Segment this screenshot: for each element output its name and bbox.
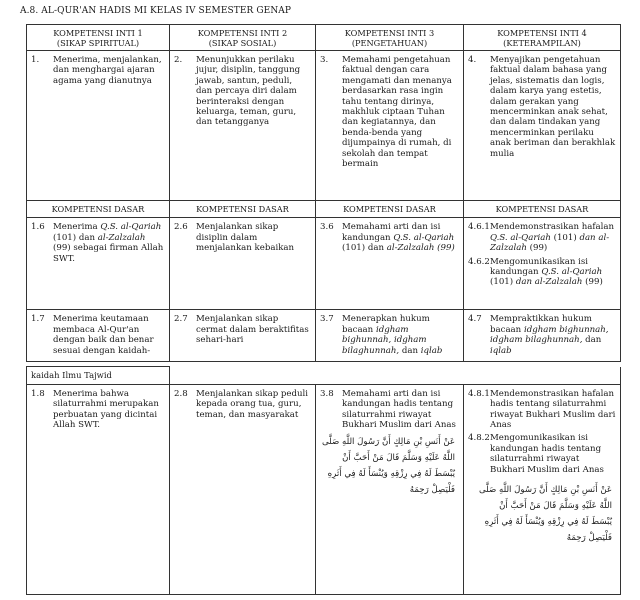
ki3-cell: 3. Memahami pengetahuan faktual dengan cara mengamati dan menanya berdasarkan rasa ingin tahu tentang dirinya, makhluk ciptaan Tuhan dan kegiatannya, dan benda-benda yang dijumpainya di rumah, di sekolah dan tempat bermain xyxy=(316,51,464,201)
kd-4-7-cell: 4.7 Mempraktikkan hukum bacaan idgham bighunnah, idgham bilaghunnah, dan iqlab xyxy=(464,310,621,362)
hadith-arabic-text-2: عَنْ أَنَسِ بْنِ مَالِكٍ أَنَّ رَسُولَ اللَّهِ صَلَّى اللَّهُ عَلَيْهِ وَسَلَّمَ قَالَ مَنْ أَحَبَّ أَنْ يُبْسَطَ لَهُ فِي رِزْقِهِ وَيُنْسَأَ لَهُ فِي أَثَرِهِ فَلْيَصِلْ رَحِمَهُ xyxy=(478,485,612,544)
kd-2-8-cell: 2.8 Menjalankan sikap peduli kepada orang tua, guru, teman, dan masyarakat xyxy=(170,384,316,594)
ki2-cell: 2. Menunjukkan perilaku jujur, disiplin, tanggung jawab, santun, peduli, dan percaya diri dalam berinteraksi dengan keluarga, teman, guru, dan tetangganya xyxy=(170,51,316,201)
kd-1-6-cell: 1.6 Menerima Q.S. al-Qariah (101) dan al-Zalzalah (99) sebagai firman Allah SWT. xyxy=(27,218,170,310)
kd-4-6-cell: 4.6.1 Mendemonstrasikan hafalan Q.S. al-Qariah (101) dan al-Zalzalah (99) 4.6.2 Mengomunikasikan isi kandungan Q.S. al-Qariah (101) dan al-Zalzalah (99) xyxy=(464,218,621,310)
hadith-arabic-text: عَنْ أَنَسِ بْنِ مَالِكٍ أَنَّ رَسُولَ اللَّهِ صَلَّى اللَّهُ عَلَيْهِ وَسَلَّمَ قَالَ مَنْ أَحَبَّ أَنْ يُبْسَطَ لَهُ فِي رِزْقِهِ وَيُنْسَأَ لَهُ فِي أَثَرِهِ فَلْيَصِلْ رَحِمَهُ xyxy=(321,437,455,496)
ki2-header: KOMPETENSI INTI 2 (SIKAP SOSIAL) xyxy=(170,25,316,51)
kd4-header: KOMPETENSI DASAR xyxy=(464,201,621,218)
kd-1-8-cell: 1.8 Menerima bahwa silaturrahmi merupakan perbuatan yang dicintai Allah SWT. xyxy=(27,384,170,594)
competency-table xyxy=(26,24,621,595)
ki4-header: KOMPETENSI INTI 4 (KETERAMPILAN) xyxy=(464,25,621,51)
kd-row-6 xyxy=(27,218,621,310)
kd-2-6-cell: 2.6 Menjalankan sikap disiplin dalam menjalankan kebaikan xyxy=(170,218,316,310)
ki4-cell: 4. Menyajikan pengetahuan faktual dalam bahasa yang jelas, sistematis dan logis, dalam karya yang estetis, dalam gerakan yang mencerminkan anak sehat, dan dalam tindakan yang mencerminkan perilaku anak beriman dan berakhlak mulia xyxy=(464,51,621,201)
kd1-header: KOMPETENSI DASAR xyxy=(27,201,170,218)
kd3-header: KOMPETENSI DASAR xyxy=(316,201,464,218)
ki-row xyxy=(27,51,621,201)
page-title: A.8. AL-QUR'AN HADIS MI KELAS IV SEMESTER GENAP xyxy=(20,6,292,16)
kd-row-7 xyxy=(27,310,621,362)
ki1-cell: 1. Menerima, menjalankan, dan menghargai ajaran agama yang dianutnya xyxy=(27,51,170,201)
kd-1-7-cell: 1.7 Menerima keutamaan membaca Al-Qur'an dengan baik dan benar sesuai dengan kaidah- xyxy=(27,310,170,362)
kd-3-7-cell: 3.7 Menerapkan hukum bacaan idgham bighunnah, idgham bilaghunnah, dan iqlab xyxy=(316,310,464,362)
kd-3-8-cell: 3.8 Memahami arti dan isi kandungan hadis tentang silaturrahmi riwayat Bukhari Muslim dari Anas عَنْ أَنَسِ بْنِ مَالِكٍ أَنَّ رَسُولَ اللَّهِ صَلَّى اللَّهُ عَلَيْهِ وَسَلَّمَ قَالَ مَنْ أَحَبَّ أَنْ يُبْسَطَ لَهُ فِي رِزْقِهِ وَيُنْسَأَ لَهُ فِي أَثَرِهِ فَلْيَصِلْ رَحِمَهُ xyxy=(316,384,464,594)
kd-3-6-cell: 3.6 Memahami arti dan isi kandungan Q.S. al-Qariah (101) dan al-Zalzalah (99) xyxy=(316,218,464,310)
note-row xyxy=(27,367,621,384)
ki3-header: KOMPETENSI INTI 3 (PENGETAHUAN) xyxy=(316,25,464,51)
kd-header-row xyxy=(27,201,621,218)
kd2-header: KOMPETENSI DASAR xyxy=(170,201,316,218)
ki-header-row xyxy=(27,25,621,51)
ki1-header: KOMPETENSI INTI 1 (SIKAP SPIRITUAL) xyxy=(27,25,170,51)
kd-2-7-cell: 2.7 Menjalankan sikap cermat dalam beraktifitas sehari-hari xyxy=(170,310,316,362)
tajwid-note: kaidah Ilmu Tajwid xyxy=(27,367,170,384)
kd-row-8 xyxy=(27,384,621,594)
kd-4-8-cell: 4.8.1 Mendemonstrasikan hafalan hadis tentang silaturrahmi riwayat Bukhari Muslim dari Anas 4.8.2 Mengomunikasikan isi kandungan hadis tentang silaturrahmi riwayat Bukhari Muslim dari Anas عَنْ أَنَسِ بْنِ مَالِكٍ أَنَّ رَسُولَ اللَّهِ صَلَّى اللَّهُ عَلَيْهِ وَسَلَّمَ قَالَ مَنْ أَحَبَّ أَنْ يُبْسَطَ لَهُ فِي رِزْقِهِ وَيُنْسَأَ لَهُ فِي أَثَرِهِ فَلْيَصِلْ رَحِمَهُ xyxy=(464,384,621,594)
